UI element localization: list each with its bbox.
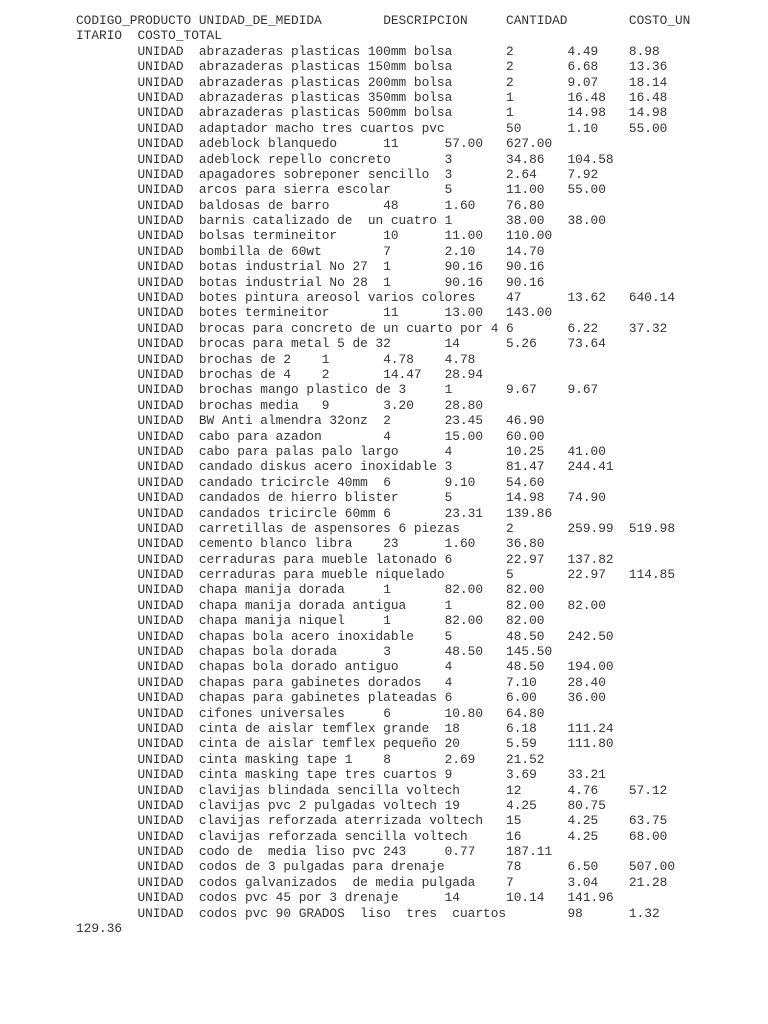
- product-row: UNIDAD candado diskus acero inoxidable 3 81.47 244.41: [76, 459, 614, 475]
- product-row: UNIDAD codos pvc 90 GRADOS liso tres cuartos 98 1.32: [76, 905, 660, 921]
- product-row: UNIDAD bombilla de 60wt 7 2.10 14.70: [76, 243, 545, 259]
- product-row: UNIDAD brochas de 4 2 14.47 28.94: [76, 366, 484, 382]
- product-row: UNIDAD carretillas de aspensores 6 piezas 2 259.99 519.98: [76, 520, 675, 536]
- product-row: UNIDAD abrazaderas plasticas 350mm bolsa 1 16.48 16.48: [76, 89, 668, 105]
- product-row: UNIDAD chapas para gabinetes plateadas 6 6.00 36.00: [76, 690, 606, 706]
- product-row: UNIDAD abrazaderas plasticas 100mm bolsa 2 4.49 8.98: [76, 43, 660, 59]
- trailing-total-fragment: 129.36: [76, 921, 123, 937]
- product-row: UNIDAD baldosas de barro 48 1.60 76.80: [76, 197, 545, 213]
- product-row: UNIDAD abrazaderas plasticas 200mm bolsa 2 9.07 18.14: [76, 74, 668, 90]
- product-row: UNIDAD apagadores sobreponer sencillo 3 2.64 7.92: [76, 166, 599, 182]
- product-row: UNIDAD brochas media 9 3.20 28.80: [76, 397, 484, 413]
- product-row: UNIDAD chapas bola acero inoxidable 5 48.50 242.50: [76, 628, 614, 644]
- product-row: UNIDAD botes pintura areosol varios colores 47 13.62 640.14: [76, 290, 675, 306]
- product-row: UNIDAD adeblock blanquedo 11 57.00 627.00: [76, 136, 553, 152]
- product-row: UNIDAD codos pvc 45 por 3 drenaje 14 10.14 141.96: [76, 890, 614, 906]
- product-row: UNIDAD codos de 3 pulgadas para drenaje 78 6.50 507.00: [76, 859, 675, 875]
- product-row: UNIDAD botas industrial No 27 1 90.16 90.16: [76, 259, 545, 275]
- product-row: UNIDAD chapas bola dorada 3 48.50 145.50: [76, 644, 553, 660]
- product-row: UNIDAD chapa manija dorada antigua 1 82.00 82.00: [76, 597, 606, 613]
- product-row: UNIDAD candado tricircle 40mm 6 9.10 54.60: [76, 474, 545, 490]
- product-row: UNIDAD cabo para azadon 4 15.00 60.00: [76, 428, 545, 444]
- product-row: UNIDAD abrazaderas plasticas 150mm bolsa 2 6.68 13.36: [76, 59, 668, 75]
- product-row: UNIDAD codos galvanizados de media pulgada 7 3.04 21.28: [76, 874, 668, 890]
- product-row: UNIDAD cabo para palas palo largo 4 10.25 41.00: [76, 443, 606, 459]
- product-row: UNIDAD abrazaderas plasticas 500mm bolsa 1 14.98 14.98: [76, 105, 668, 121]
- product-rows: [76, 44, 766, 921]
- product-row: UNIDAD chapa manija niquel 1 82.00 82.00: [76, 613, 545, 629]
- product-row: UNIDAD clavijas pvc 2 pulgadas voltech 19 4.25 80.75: [76, 797, 606, 813]
- product-row: UNIDAD brocas para metal 5 de 32 14 5.26 73.64: [76, 336, 606, 352]
- product-row: UNIDAD brochas mango plastico de 3 1 9.67 9.67: [76, 382, 599, 398]
- product-row: UNIDAD clavijas reforzada sencilla voltech 16 4.25 68.00: [76, 828, 668, 844]
- header-line-1: CODIGO_PRODUCTO UNIDAD_DE_MEDIDA DESCRIPCION CANTIDAD COSTO_UN: [76, 13, 691, 28]
- product-row: UNIDAD cinta de aislar temflex pequeño 20 5.59 111.80: [76, 736, 614, 752]
- product-row: UNIDAD barnis catalizado de un cuatro 1 38.00 38.00: [76, 213, 606, 229]
- product-row: UNIDAD BW Anti almendra 32onz 2 23.45 46.90: [76, 413, 545, 429]
- product-row: UNIDAD brocas para concreto de un cuarto por 4 6 6.22 37.32: [76, 320, 668, 336]
- product-row: UNIDAD cifones universales 6 10.80 64.80: [76, 705, 545, 721]
- product-row: UNIDAD adaptador macho tres cuartos pvc 50 1.10 55.00: [76, 120, 668, 136]
- product-row: UNIDAD cinta masking tape 1 8 2.69 21.52: [76, 751, 545, 767]
- product-row: UNIDAD cinta de aislar temflex grande 18 6.18 111.24: [76, 720, 614, 736]
- product-row: UNIDAD codo de media liso pvc 243 0.77 187.11: [76, 844, 553, 860]
- product-row: UNIDAD adeblock repello concreto 3 34.86 104.58: [76, 151, 614, 167]
- product-row: UNIDAD arcos para sierra escolar 5 11.00 55.00: [76, 182, 606, 198]
- product-row: UNIDAD chapas para gabinetes dorados 4 7.10 28.40: [76, 674, 606, 690]
- product-row: UNIDAD cemento blanco libra 23 1.60 36.80: [76, 536, 545, 552]
- product-row: UNIDAD botes termineitor 11 13.00 143.00: [76, 305, 553, 321]
- product-row: UNIDAD candados de hierro blister 5 14.98 74.90: [76, 490, 606, 506]
- product-row: UNIDAD botas industrial No 28 1 90.16 90.16: [76, 274, 545, 290]
- header-line-2: ITARIO COSTO_TOTAL: [76, 28, 222, 44]
- product-row: UNIDAD cinta masking tape tres cuartos 9 3.69 33.21: [76, 767, 606, 783]
- product-row: UNIDAD chapa manija dorada 1 82.00 82.00: [76, 582, 545, 598]
- product-row: UNIDAD candados tricircle 60mm 6 23.31 139.86: [76, 505, 553, 521]
- product-row: UNIDAD cerraduras para mueble latonado 6 22.97 137.82: [76, 551, 614, 567]
- product-row: UNIDAD clavijas reforzada aterrizada voltech 15 4.25 63.75: [76, 813, 668, 829]
- product-row: UNIDAD chapas bola dorado antiguo 4 48.50 194.00: [76, 659, 614, 675]
- product-row: UNIDAD bolsas termineitor 10 11.00 110.00: [76, 228, 553, 244]
- inventory-text-document: [76, 13, 766, 936]
- product-row: UNIDAD clavijas blindada sencilla voltech 12 4.76 57.12: [76, 782, 668, 798]
- product-row: UNIDAD brochas de 2 1 4.78 4.78: [76, 351, 476, 367]
- product-row: UNIDAD cerraduras para mueble niquelado 5 22.97 114.85: [76, 567, 675, 583]
